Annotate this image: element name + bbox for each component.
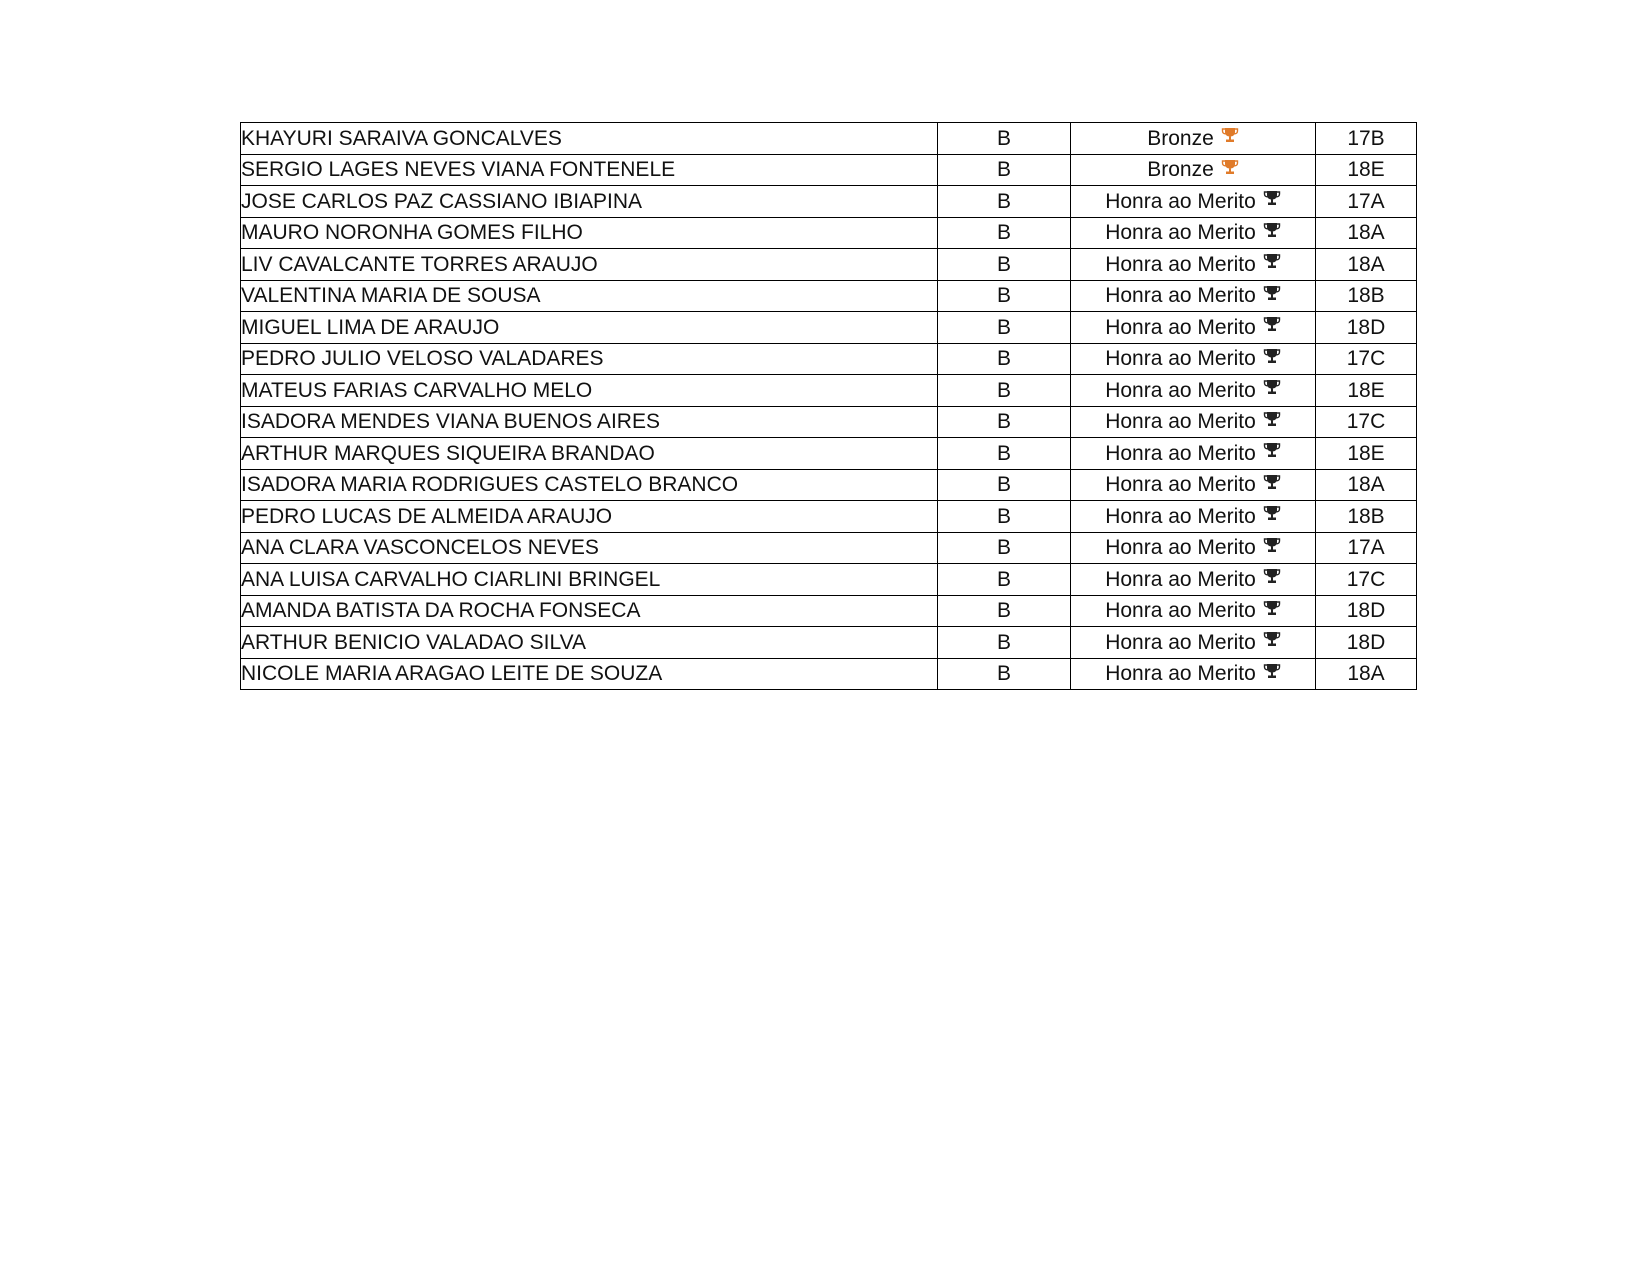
award-label: Honra ao Merito	[1105, 410, 1256, 434]
award-cell	[1071, 249, 1316, 281]
class-cell: 17B	[1316, 123, 1417, 155]
class-cell: 18A	[1316, 217, 1417, 249]
class-cell: 18B	[1316, 501, 1417, 533]
award-cell	[1071, 564, 1316, 596]
award-cell	[1071, 280, 1316, 312]
merit-trophy-icon	[1263, 253, 1281, 269]
award-content	[1147, 128, 1239, 149]
award-cell	[1071, 658, 1316, 690]
award-label: Honra ao Merito	[1105, 378, 1256, 402]
award-content	[1105, 506, 1281, 527]
class-cell: 18D	[1316, 312, 1417, 344]
category-cell: B	[938, 186, 1071, 218]
table-row	[241, 186, 1417, 218]
student-name-cell: JOSE CARLOS PAZ CASSIANO IBIAPINA	[241, 186, 938, 218]
merit-trophy-icon	[1263, 631, 1281, 647]
merit-trophy-icon	[1263, 316, 1281, 332]
table-row	[241, 438, 1417, 470]
table-row	[241, 123, 1417, 155]
category-cell: B	[938, 627, 1071, 659]
award-content	[1147, 159, 1239, 180]
merit-trophy-icon	[1263, 537, 1281, 553]
class-cell: 18D	[1316, 595, 1417, 627]
award-label: Bronze	[1147, 126, 1214, 150]
award-cell	[1071, 123, 1316, 155]
award-cell	[1071, 595, 1316, 627]
merit-trophy-icon	[1263, 442, 1281, 458]
award-content	[1105, 600, 1281, 621]
student-name-cell: PEDRO LUCAS DE ALMEIDA ARAUJO	[241, 501, 938, 533]
category-cell: B	[938, 532, 1071, 564]
award-label: Honra ao Merito	[1105, 441, 1256, 465]
student-name-cell: ANA CLARA VASCONCELOS NEVES	[241, 532, 938, 564]
category-cell: B	[938, 438, 1071, 470]
results-table	[240, 122, 1417, 690]
student-name-cell: PEDRO JULIO VELOSO VALADARES	[241, 343, 938, 375]
merit-trophy-icon	[1263, 190, 1281, 206]
award-label: Honra ao Merito	[1105, 567, 1256, 591]
student-name-cell: NICOLE MARIA ARAGAO LEITE DE SOUZA	[241, 658, 938, 690]
award-content	[1105, 632, 1281, 653]
table-row	[241, 658, 1417, 690]
category-cell: B	[938, 564, 1071, 596]
award-label: Honra ao Merito	[1105, 221, 1256, 245]
merit-trophy-icon	[1263, 568, 1281, 584]
table-row	[241, 154, 1417, 186]
bronze-trophy-icon	[1221, 127, 1239, 143]
table-row	[241, 501, 1417, 533]
award-content	[1105, 537, 1281, 558]
award-cell	[1071, 186, 1316, 218]
award-cell	[1071, 469, 1316, 501]
class-cell: 18E	[1316, 438, 1417, 470]
table-row	[241, 343, 1417, 375]
award-label: Honra ao Merito	[1105, 315, 1256, 339]
award-content	[1105, 663, 1281, 684]
merit-trophy-icon	[1263, 348, 1281, 364]
student-name-cell: VALENTINA MARIA DE SOUSA	[241, 280, 938, 312]
category-cell: B	[938, 469, 1071, 501]
category-cell: B	[938, 123, 1071, 155]
award-content	[1105, 254, 1281, 275]
category-cell: B	[938, 249, 1071, 281]
category-cell: B	[938, 501, 1071, 533]
award-label: Honra ao Merito	[1105, 252, 1256, 276]
award-content	[1105, 474, 1281, 495]
bronze-trophy-icon	[1221, 159, 1239, 175]
award-label: Honra ao Merito	[1105, 536, 1256, 560]
student-name-cell: ARTHUR MARQUES SIQUEIRA BRANDAO	[241, 438, 938, 470]
award-label: Honra ao Merito	[1105, 473, 1256, 497]
award-label: Honra ao Merito	[1105, 599, 1256, 623]
table-row	[241, 249, 1417, 281]
table-row	[241, 532, 1417, 564]
category-cell: B	[938, 658, 1071, 690]
category-cell: B	[938, 406, 1071, 438]
table-row	[241, 217, 1417, 249]
award-label: Honra ao Merito	[1105, 504, 1256, 528]
award-cell	[1071, 375, 1316, 407]
class-cell: 17A	[1316, 532, 1417, 564]
class-cell: 18A	[1316, 249, 1417, 281]
class-cell: 18E	[1316, 154, 1417, 186]
category-cell: B	[938, 217, 1071, 249]
category-cell: B	[938, 312, 1071, 344]
award-cell	[1071, 217, 1316, 249]
merit-trophy-icon	[1263, 663, 1281, 679]
table-row	[241, 564, 1417, 596]
class-cell: 18A	[1316, 469, 1417, 501]
class-cell: 18B	[1316, 280, 1417, 312]
category-cell: B	[938, 280, 1071, 312]
class-cell: 18D	[1316, 627, 1417, 659]
award-content	[1105, 443, 1281, 464]
class-cell: 17C	[1316, 406, 1417, 438]
student-name-cell: ISADORA MENDES VIANA BUENOS AIRES	[241, 406, 938, 438]
table-row	[241, 312, 1417, 344]
award-content	[1105, 285, 1281, 306]
award-content	[1105, 380, 1281, 401]
student-name-cell: ARTHUR BENICIO VALADAO SILVA	[241, 627, 938, 659]
student-name-cell: MATEUS FARIAS CARVALHO MELO	[241, 375, 938, 407]
student-name-cell: LIV CAVALCANTE TORRES ARAUJO	[241, 249, 938, 281]
merit-trophy-icon	[1263, 285, 1281, 301]
award-cell	[1071, 154, 1316, 186]
merit-trophy-icon	[1263, 379, 1281, 395]
category-cell: B	[938, 343, 1071, 375]
merit-trophy-icon	[1263, 505, 1281, 521]
award-label: Honra ao Merito	[1105, 284, 1256, 308]
class-cell: 18E	[1316, 375, 1417, 407]
award-label: Honra ao Merito	[1105, 630, 1256, 654]
category-cell: B	[938, 375, 1071, 407]
award-content	[1105, 411, 1281, 432]
table-row	[241, 627, 1417, 659]
student-name-cell: SERGIO LAGES NEVES VIANA FONTENELE	[241, 154, 938, 186]
award-label: Honra ao Merito	[1105, 662, 1256, 686]
award-cell	[1071, 406, 1316, 438]
category-cell: B	[938, 154, 1071, 186]
award-cell	[1071, 343, 1316, 375]
student-name-cell: MAURO NORONHA GOMES FILHO	[241, 217, 938, 249]
award-label: Bronze	[1147, 158, 1214, 182]
table-row	[241, 375, 1417, 407]
award-content	[1105, 317, 1281, 338]
award-cell	[1071, 312, 1316, 344]
student-name-cell: KHAYURI SARAIVA GONCALVES	[241, 123, 938, 155]
class-cell: 17C	[1316, 564, 1417, 596]
table-row	[241, 469, 1417, 501]
results-table-body	[241, 123, 1417, 690]
award-content	[1105, 569, 1281, 590]
table-row	[241, 406, 1417, 438]
award-cell	[1071, 438, 1316, 470]
merit-trophy-icon	[1263, 474, 1281, 490]
class-cell: 17C	[1316, 343, 1417, 375]
merit-trophy-icon	[1263, 222, 1281, 238]
award-label: Honra ao Merito	[1105, 189, 1256, 213]
merit-trophy-icon	[1263, 600, 1281, 616]
class-cell: 17A	[1316, 186, 1417, 218]
category-cell: B	[938, 595, 1071, 627]
student-name-cell: AMANDA BATISTA DA ROCHA FONSECA	[241, 595, 938, 627]
award-content	[1105, 191, 1281, 212]
table-row	[241, 595, 1417, 627]
award-content	[1105, 222, 1281, 243]
award-content	[1105, 348, 1281, 369]
student-name-cell: ISADORA MARIA RODRIGUES CASTELO BRANCO	[241, 469, 938, 501]
student-name-cell: MIGUEL LIMA DE ARAUJO	[241, 312, 938, 344]
merit-trophy-icon	[1263, 411, 1281, 427]
award-cell	[1071, 532, 1316, 564]
table-row	[241, 280, 1417, 312]
award-cell	[1071, 627, 1316, 659]
award-label: Honra ao Merito	[1105, 347, 1256, 371]
class-cell: 18A	[1316, 658, 1417, 690]
award-cell	[1071, 501, 1316, 533]
student-name-cell: ANA LUISA CARVALHO CIARLINI BRINGEL	[241, 564, 938, 596]
